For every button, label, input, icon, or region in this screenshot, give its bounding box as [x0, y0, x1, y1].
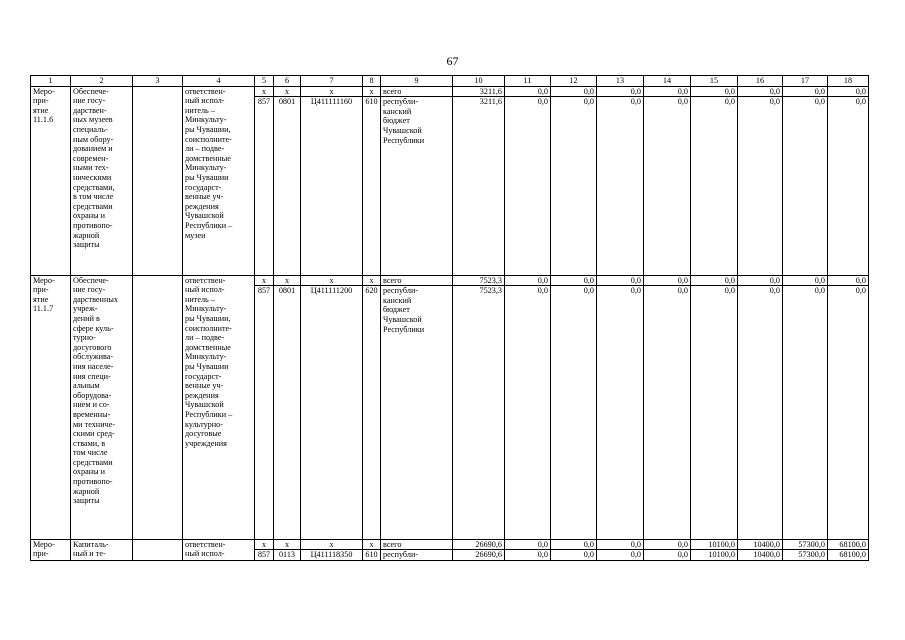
header-cell: 7	[301, 76, 363, 87]
table-cell: 0,0	[783, 286, 828, 539]
header-cell: 18	[828, 76, 869, 87]
table-cell: Ц411111200	[301, 286, 363, 539]
header-cell: 9	[381, 76, 453, 87]
table-cell: x	[255, 275, 274, 286]
table-cell: 0,0	[505, 539, 551, 550]
table-cell: 857	[255, 286, 274, 539]
table-cell: x	[363, 275, 381, 286]
table-cell: 10100,0	[691, 550, 738, 561]
table-cell: 68100,0	[828, 539, 869, 550]
event-description: Капиталь- ный и те-	[71, 539, 133, 560]
table-cell: всего	[381, 275, 453, 286]
header-cell: 17	[783, 76, 828, 87]
table-cell: Ц411118350	[301, 550, 363, 561]
header-cell: 3	[133, 76, 183, 87]
header-cell: 1	[31, 76, 71, 87]
table-cell: 0,0	[644, 286, 691, 539]
table-cell: 7523,3	[453, 275, 505, 286]
table-cell: 0,0	[597, 275, 644, 286]
table-cell: 0,0	[551, 550, 597, 561]
table-cell: республи- канский бюджет Чувашской Республики	[381, 97, 453, 275]
table-cell: 0,0	[597, 97, 644, 275]
header-cell: 4	[183, 76, 255, 87]
header-cell: 2	[71, 76, 133, 87]
table-cell: 857	[255, 550, 274, 561]
table-cell: республи- канский бюджет Чувашской Республики	[381, 286, 453, 539]
event-description: Обеспече- ние госу- дарствен- ных музеев специаль- ным обору- дованием и современ- ными тех- ническими средствами, в том числе средствами охраны и противопо- жарной защиты	[71, 86, 133, 275]
table-cell: 3211,6	[453, 97, 505, 275]
table-row-total	[31, 86, 869, 97]
event-number: Меро- при- ятие 11.1.6	[31, 86, 71, 275]
table-cell: 0,0	[505, 550, 551, 561]
table-cell: 0,0	[691, 286, 738, 539]
table-cell: 10100,0	[691, 539, 738, 550]
table-cell: 0,0	[551, 286, 597, 539]
table-cell: 0113	[274, 550, 301, 561]
table-cell: 0,0	[644, 86, 691, 97]
table-cell: 0,0	[644, 550, 691, 561]
header-cell: 15	[691, 76, 738, 87]
table-cell: республи-	[381, 550, 453, 561]
table-cell: 0,0	[644, 97, 691, 275]
table-cell: всего	[381, 539, 453, 550]
table-cell: x	[274, 275, 301, 286]
table-cell: 0801	[274, 286, 301, 539]
table-cell: 0,0	[597, 86, 644, 97]
table-cell: 57300,0	[783, 539, 828, 550]
table-cell: x	[363, 539, 381, 550]
table-cell: x	[301, 275, 363, 286]
table-cell: x	[274, 539, 301, 550]
responsible-executor: ответствен- ный испол- нитель – Минкульту- ры Чувашии, соисполните- ли – подве- домственные Минкульту- ры Чувашии государст- венные уч- реждения Чувашской Республики – культурно- досуговые учреждения	[183, 275, 255, 539]
table-cell: 0,0	[828, 286, 869, 539]
table-cell: x	[274, 86, 301, 97]
table-cell: 0,0	[828, 275, 869, 286]
table-cell: x	[363, 86, 381, 97]
table-row-total	[31, 539, 869, 550]
table-cell: 0,0	[691, 97, 738, 275]
table-cell: 0,0	[505, 286, 551, 539]
table-cell: 57300,0	[783, 550, 828, 561]
table-cell: 0,0	[551, 86, 597, 97]
table-cell: 0,0	[597, 286, 644, 539]
table-cell: 0,0	[644, 539, 691, 550]
table-cell: 0,0	[505, 97, 551, 275]
table-cell: 0,0	[783, 275, 828, 286]
table-cell: 0,0	[551, 97, 597, 275]
empty-cell	[133, 539, 183, 560]
table-cell: 26690,6	[453, 539, 505, 550]
table-cell: 3211,6	[453, 86, 505, 97]
table-cell: 68100,0	[828, 550, 869, 561]
table-cell: 0,0	[597, 550, 644, 561]
empty-cell	[133, 275, 183, 539]
table-cell: 0,0	[597, 539, 644, 550]
table-cell: 10400,0	[738, 539, 783, 550]
table-cell: 10400,0	[738, 550, 783, 561]
header-cell: 11	[505, 76, 551, 87]
table-cell: x	[255, 86, 274, 97]
table-cell: 0,0	[551, 275, 597, 286]
table-cell: 0,0	[828, 86, 869, 97]
event-number: Меро- при- ятие 11.1.7	[31, 275, 71, 539]
table-cell: 610	[363, 97, 381, 275]
page-number: 67	[446, 54, 459, 68]
header-cell: 5	[255, 76, 274, 87]
header-cell: 16	[738, 76, 783, 87]
responsible-executor: ответствен- ный испол-	[183, 539, 255, 560]
budget-table	[30, 75, 869, 561]
event-description: Обеспече- ние госу- дарственных учреж- дений в сфере куль- турно- досугового обслужива- ния населе- ния специ- альным оборудова- нием и со- временны- ми техниче- скими сред- ствами, в том числе средствами охраны и противопо- жарной защиты	[71, 275, 133, 539]
table-cell: 0,0	[783, 86, 828, 97]
table-cell: 7523,3	[453, 286, 505, 539]
table-cell: 0,0	[738, 97, 783, 275]
table-cell: 26690,6	[453, 550, 505, 561]
header-cell: 10	[453, 76, 505, 87]
table-cell: 0,0	[644, 275, 691, 286]
header-cell: 12	[551, 76, 597, 87]
header-cell: 13	[597, 76, 644, 87]
table-cell: 857	[255, 97, 274, 275]
responsible-executor: ответствен- ный испол- нитель – Минкульту- ры Чувашии, соисполните- ли – подве- домственные Минкульту- ры Чувашии государст- венные уч- реждения Чувашской Республики – музеи	[183, 86, 255, 275]
table-cell: 610	[363, 550, 381, 561]
table-cell: всего	[381, 86, 453, 97]
table-row-total	[31, 275, 869, 286]
event-number: Меро- при-	[31, 539, 71, 560]
table-cell: x	[301, 86, 363, 97]
table-cell: 0,0	[738, 86, 783, 97]
table-cell: x	[301, 539, 363, 550]
table-cell: Ц411111160	[301, 97, 363, 275]
table-cell: 0,0	[505, 86, 551, 97]
table-cell: 0,0	[691, 275, 738, 286]
table-cell: x	[255, 539, 274, 550]
table-cell: 0,0	[738, 275, 783, 286]
table-cell: 620	[363, 286, 381, 539]
header-cell: 14	[644, 76, 691, 87]
header-cell: 8	[363, 76, 381, 87]
table-cell: 0,0	[783, 97, 828, 275]
table-cell: 0,0	[738, 286, 783, 539]
table-cell: 0801	[274, 97, 301, 275]
header-row	[31, 76, 869, 87]
empty-cell	[133, 86, 183, 275]
table-cell: 0,0	[691, 86, 738, 97]
table-cell: 0,0	[505, 275, 551, 286]
table-cell: 0,0	[551, 539, 597, 550]
table-cell: 0,0	[828, 97, 869, 275]
header-cell: 6	[274, 76, 301, 87]
